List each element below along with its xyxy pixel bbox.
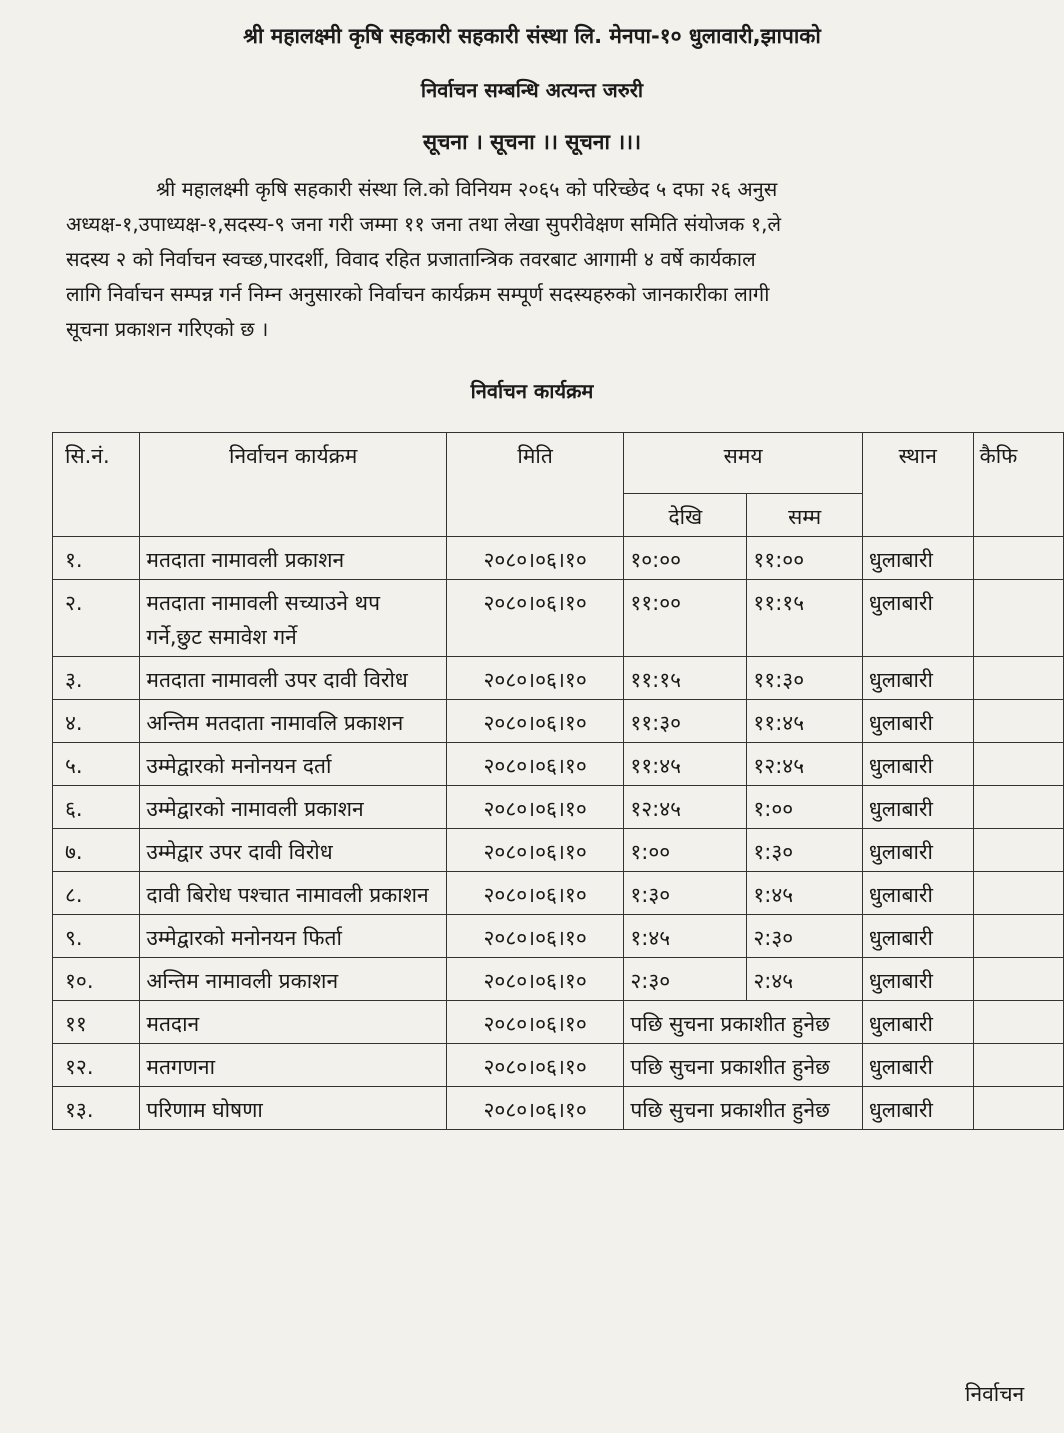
row-date: २०८०।०६।१० <box>446 829 623 872</box>
row-time-from: १२:४५ <box>624 786 747 829</box>
row-program: मतगणना <box>140 1044 447 1087</box>
row-remark <box>973 1087 1063 1130</box>
row-program: उम्मेद्वार उपर दावी विरोध <box>140 829 447 872</box>
row-time-from: २:३० <box>624 958 747 1001</box>
row-time-to: १२:४५ <box>747 743 863 786</box>
row-place: धुलाबारी <box>862 958 973 1001</box>
header-time-from: देखि <box>624 494 747 537</box>
notice-paragraph <box>66 172 1064 347</box>
row-time-from: ११:०० <box>624 580 747 657</box>
row-place: धुलाबारी <box>862 1087 973 1130</box>
row-remark <box>973 537 1063 580</box>
header-time-to: सम्म <box>747 494 863 537</box>
header-serial: सि.नं. <box>53 433 140 537</box>
row-time-from: ११:४५ <box>624 743 747 786</box>
row-program: उम्मेद्वारको मनोनयन फिर्ता <box>140 915 447 958</box>
organization-heading: श्री महालक्ष्मी कृषि सहकारी सहकारी संस्था लि. मेनपा-१० धुलावारी,झापाको <box>243 24 821 48</box>
row-time-note: पछि सुचना प्रकाशीत हुनेछ <box>624 1001 863 1044</box>
header-remark: कैफि <box>973 433 1063 537</box>
header-program: निर्वाचन कार्यक्रम <box>140 433 447 537</box>
row-place: धुलाबारी <box>862 872 973 915</box>
table-row <box>53 700 1064 743</box>
row-program: परिणाम घोषणा <box>140 1087 447 1130</box>
row-serial: १०. <box>53 958 140 1001</box>
row-time-to: ११:०० <box>747 537 863 580</box>
row-program: दावी बिरोध पश्चात नामावली प्रकाशन <box>140 872 447 915</box>
paragraph-line: सदस्य २ को निर्वाचन स्वच्छ,पारदर्शी, विवाद रहित प्रजातान्त्रिक तवरबाट आगामी ४ वर्षे कार्यकाल <box>66 247 756 271</box>
row-time-from: १:०० <box>624 829 747 872</box>
row-remark <box>973 580 1063 657</box>
row-program: उम्मेद्वारको मनोनयन दर्ता <box>140 743 447 786</box>
table-row <box>53 872 1064 915</box>
row-remark <box>973 700 1063 743</box>
row-remark <box>973 915 1063 958</box>
row-serial: १. <box>53 537 140 580</box>
row-place: धुलाबारी <box>862 580 973 657</box>
row-program: अन्तिम नामावली प्रकाशन <box>140 958 447 1001</box>
row-time-to: ११:४५ <box>747 700 863 743</box>
row-time-to: १:०० <box>747 786 863 829</box>
row-serial: ११ <box>53 1001 140 1044</box>
footer-signature-text: निर्वाचन <box>965 1382 1025 1406</box>
row-place: धुलाबारी <box>862 1044 973 1087</box>
row-time-to: २:४५ <box>747 958 863 1001</box>
table-row <box>53 786 1064 829</box>
election-schedule-table <box>52 432 1064 1130</box>
row-time-from: ११:३० <box>624 700 747 743</box>
table-row <box>53 743 1064 786</box>
row-program: मतदाता नामावली सच्याउने थप गर्ने,छुट समावेश गर्ने <box>140 580 447 657</box>
row-time-to: ११:१५ <box>747 580 863 657</box>
row-program: मतदाता नामावली उपर दावी विरोध <box>140 657 447 700</box>
table-row <box>53 657 1064 700</box>
row-place: धुलाबारी <box>862 829 973 872</box>
row-place: धुलाबारी <box>862 700 973 743</box>
row-program: उम्मेद्वारको नामावली प्रकाशन <box>140 786 447 829</box>
row-date: २०८०।०६।१० <box>446 580 623 657</box>
header-place: स्थान <box>862 433 973 537</box>
row-serial: ७. <box>53 829 140 872</box>
row-serial: ९. <box>53 915 140 958</box>
row-remark <box>973 1044 1063 1087</box>
paragraph-line: श्री महालक्ष्मी कृषि सहकारी संस्था लि.को विनियम २०६५ को परिच्छेद ५ दफा २६ अनुस <box>156 177 778 201</box>
row-time-to: ११:३० <box>747 657 863 700</box>
row-serial: १३. <box>53 1087 140 1130</box>
row-program: मतदाता नामावली प्रकाशन <box>140 537 447 580</box>
row-serial: ५. <box>53 743 140 786</box>
row-remark <box>973 743 1063 786</box>
table-row <box>53 537 1064 580</box>
row-remark <box>973 872 1063 915</box>
table-row <box>53 580 1064 657</box>
row-remark <box>973 657 1063 700</box>
row-date: २०८०।०६।१० <box>446 1001 623 1044</box>
row-serial: ४. <box>53 700 140 743</box>
row-time-note: पछि सुचना प्रकाशीत हुनेछ <box>624 1087 863 1130</box>
row-time-from: ११:१५ <box>624 657 747 700</box>
row-time-note: पछि सुचना प्रकाशीत हुनेछ <box>624 1044 863 1087</box>
table-row <box>53 1001 1064 1044</box>
row-time-from: १:३० <box>624 872 747 915</box>
row-time-to: १:३० <box>747 829 863 872</box>
row-date: २०८०।०६।१० <box>446 915 623 958</box>
table-row <box>53 958 1064 1001</box>
row-serial: ६. <box>53 786 140 829</box>
notice-heading: सूचना । सूचना ।। सूचना ।।। <box>422 130 642 154</box>
row-time-from: १०:०० <box>624 537 747 580</box>
row-time-from: १:४५ <box>624 915 747 958</box>
row-remark <box>973 829 1063 872</box>
table-row <box>53 1044 1064 1087</box>
table-row <box>53 829 1064 872</box>
row-date: २०८०।०६।१० <box>446 700 623 743</box>
paragraph-line: अध्यक्ष-१,उपाध्यक्ष-१,सदस्य-९ जना गरी जम्मा ११ जना तथा लेखा सुपरीवेक्षण समिति संयोजक १,ले <box>66 212 782 236</box>
paragraph-line: सूचना प्रकाशन गरिएको छ । <box>66 317 269 341</box>
row-date: २०८०।०६।१० <box>446 1044 623 1087</box>
row-date: २०८०।०६।१० <box>446 958 623 1001</box>
row-place: धुलाबारी <box>862 915 973 958</box>
row-date: २०८०।०६।१० <box>446 786 623 829</box>
row-time-to: २:३० <box>747 915 863 958</box>
row-place: धुलाबारी <box>862 1001 973 1044</box>
schedule-body <box>53 537 1064 1130</box>
table-row <box>53 1087 1064 1130</box>
row-place: धुलाबारी <box>862 743 973 786</box>
row-date: २०८०।०६।१० <box>446 1087 623 1130</box>
row-date: २०८०।०६।१० <box>446 743 623 786</box>
row-serial: ३. <box>53 657 140 700</box>
row-date: २०८०।०६।१० <box>446 872 623 915</box>
row-place: धुलाबारी <box>862 786 973 829</box>
row-serial: २. <box>53 580 140 657</box>
paragraph-line: लागि निर्वाचन सम्पन्न गर्न निम्न अनुसारको निर्वाचन कार्यक्रम सम्पूर्ण सदस्यहरुको जानकारीका लागी <box>66 282 770 306</box>
row-remark <box>973 1001 1063 1044</box>
subject-heading: निर्वाचन सम्बन्धि अत्यन्त जरुरी <box>420 78 644 102</box>
row-place: धुलाबारी <box>862 537 973 580</box>
header-time: समय <box>624 433 863 494</box>
row-date: २०८०।०६।१० <box>446 657 623 700</box>
row-place: धुलाबारी <box>862 657 973 700</box>
row-serial: १२. <box>53 1044 140 1087</box>
table-row <box>53 915 1064 958</box>
header-date: मिति <box>446 433 623 537</box>
row-remark <box>973 786 1063 829</box>
row-program: मतदान <box>140 1001 447 1044</box>
row-remark <box>973 958 1063 1001</box>
row-time-to: १:४५ <box>747 872 863 915</box>
schedule-title: निर्वाचन कार्यक्रम <box>470 379 594 403</box>
row-serial: ८. <box>53 872 140 915</box>
row-date: २०८०।०६।१० <box>446 537 623 580</box>
row-program: अन्तिम मतदाता नामावलि प्रकाशन <box>140 700 447 743</box>
